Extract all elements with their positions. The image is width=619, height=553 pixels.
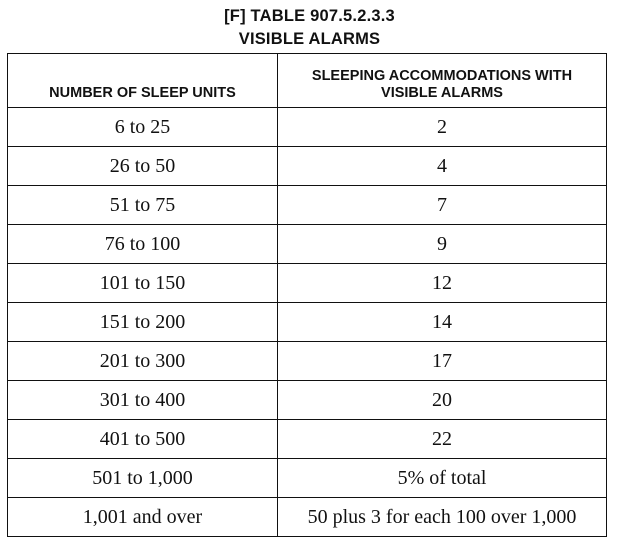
table-row: [8, 264, 607, 303]
visible-alarms-cell: 7: [278, 186, 607, 225]
sleep-units-cell: 51 to 75: [8, 186, 278, 225]
header-number-of-sleep-units: NUMBER OF SLEEP UNITS: [8, 54, 278, 108]
table-row: [8, 381, 607, 420]
visible-alarms-cell: 22: [278, 420, 607, 459]
visible-alarms-cell: 2: [278, 108, 607, 147]
sleep-units-cell: 101 to 150: [8, 264, 278, 303]
visible-alarms-cell: 50 plus 3 for each 100 over 1,000: [278, 498, 607, 537]
visible-alarms-cell: 14: [278, 303, 607, 342]
table-header-row: [8, 54, 607, 108]
table-row: [8, 303, 607, 342]
table-row: [8, 147, 607, 186]
sleep-units-cell: 501 to 1,000: [8, 459, 278, 498]
table-row: [8, 420, 607, 459]
sleep-units-cell: 1,001 and over: [8, 498, 278, 537]
table-row: [8, 186, 607, 225]
header-sleeping-accommodations-line1: SLEEPING ACCOMMODATIONS WITH: [311, 68, 573, 84]
sleep-units-cell: 76 to 100: [8, 225, 278, 264]
sleep-units-cell: 6 to 25: [8, 108, 278, 147]
visible-alarms-table: [7, 53, 607, 537]
table-body: [8, 108, 607, 537]
visible-alarms-cell: 4: [278, 147, 607, 186]
sleep-units-cell: 301 to 400: [8, 381, 278, 420]
header-sleeping-accommodations-line2: VISIBLE ALARMS: [381, 85, 503, 101]
table-title-number: [F] TABLE 907.5.2.3.3: [224, 7, 395, 25]
table-row: [8, 108, 607, 147]
table-row: [8, 498, 607, 537]
sleep-units-cell: 201 to 300: [8, 342, 278, 381]
visible-alarms-cell: 9: [278, 225, 607, 264]
sleep-units-cell: 151 to 200: [8, 303, 278, 342]
sleep-units-cell: 26 to 50: [8, 147, 278, 186]
table-row: [8, 342, 607, 381]
table-title-name: VISIBLE ALARMS: [238, 30, 381, 48]
header-sleeping-accommodations: [278, 54, 607, 108]
visible-alarms-cell: 5% of total: [278, 459, 607, 498]
visible-alarms-cell: 17: [278, 342, 607, 381]
visible-alarms-cell: 12: [278, 264, 607, 303]
table-row: [8, 459, 607, 498]
visible-alarms-cell: 20: [278, 381, 607, 420]
table-row: [8, 225, 607, 264]
sleep-units-cell: 401 to 500: [8, 420, 278, 459]
